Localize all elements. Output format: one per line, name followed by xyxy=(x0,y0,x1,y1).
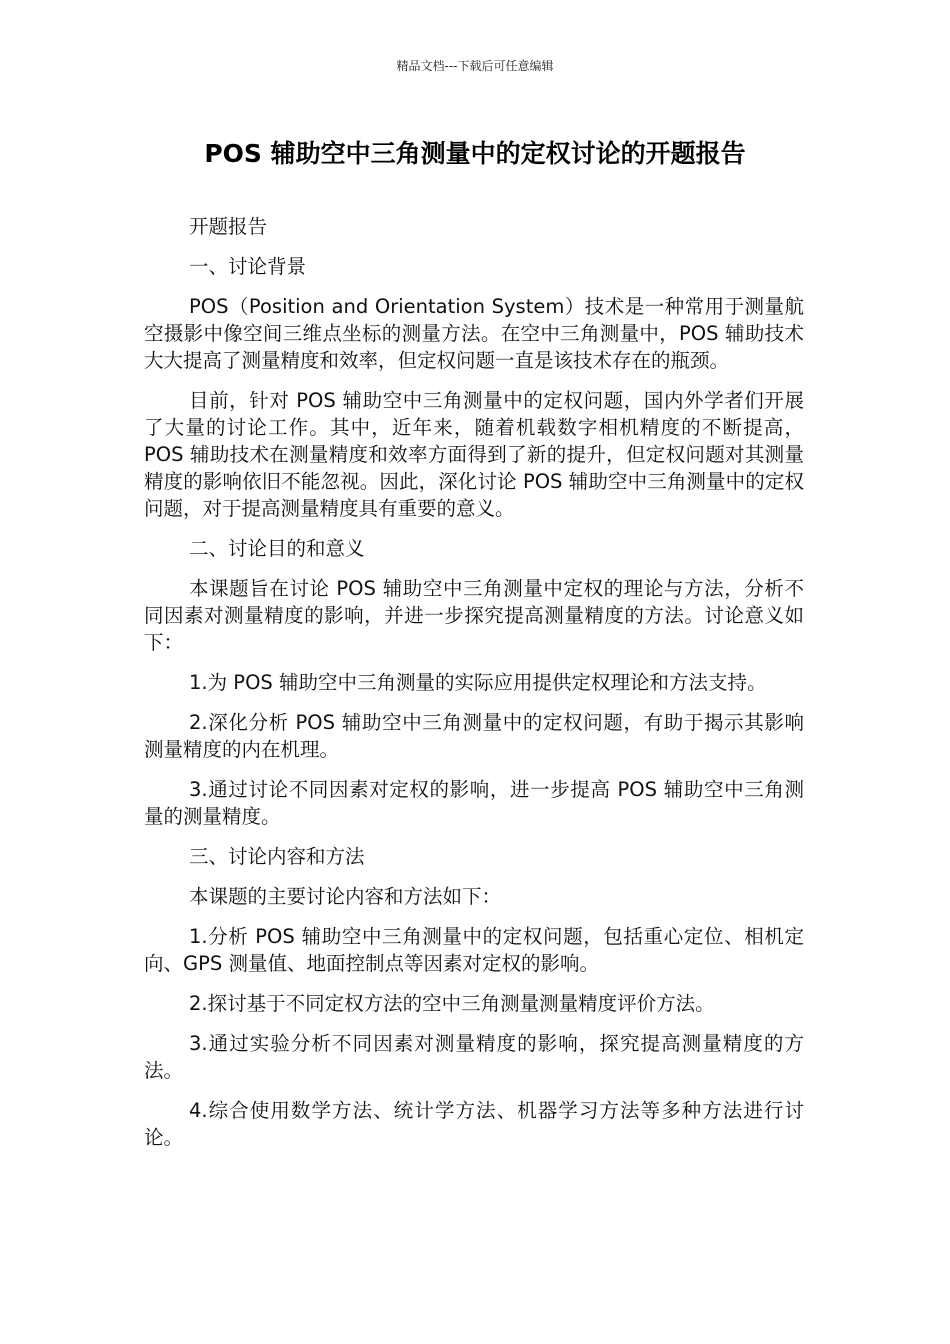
section-heading-background: 一、讨论背景 xyxy=(189,255,307,278)
list-item-content-1: 1.分析 POS 辅助空中三角测量中的定权问题，包括重心定位、相机定向、GPS 测量值、地面控制点等因素对定权的影响。 xyxy=(144,925,804,975)
heading-report: 开题报告 xyxy=(189,215,268,238)
list-item-purpose-3: 3.通过讨论不同因素对定权的影响，进一步提高 POS 辅助空中三角测量的测量精度。 xyxy=(144,778,804,828)
document-title: POS 辅助空中三角测量中的定权讨论的开题报告 xyxy=(204,139,746,168)
list-item-content-3: 3.通过实验分析不同因素对测量精度的影响，探究提高测量精度的方法。 xyxy=(144,1032,804,1082)
page-header-watermark: 精品文档---下载后可任意编辑 xyxy=(396,59,554,73)
paragraph-background-2: 目前，针对 POS 辅助空中三角测量中的定权问题，国内外学者们开展了大量的讨论工作。其中，近年来，随着机载数字相机精度的不断提高，POS 辅助技术在测量精度和效率方面得到了新的提升，但定权问题对其测量精度的影响依旧不能忽视。因此，深化讨论 POS 辅助空中三角测量中的定权问题，对于提高测量精度具有重要的意义。 xyxy=(144,389,804,520)
paragraph-background-1: POS（Position and Orientation System）技术是一种常用于测量航空摄影中像空间三维点坐标的测量方法。在空中三角测量中，POS 辅助技术大大提高了测量精度和效率，但定权问题一直是该技术存在的瓶颈。 xyxy=(144,295,804,372)
section-heading-purpose: 二、讨论目的和意义 xyxy=(189,537,365,560)
paragraph-content-intro: 本课题的主要讨论内容和方法如下： xyxy=(189,885,502,908)
list-item-content-2: 2.探讨基于不同定权方法的空中三角测量测量精度评价方法。 xyxy=(189,992,715,1015)
list-item-purpose-2: 2.深化分析 POS 辅助空中三角测量中的定权问题，有助于揭示其影响测量精度的内在机理。 xyxy=(144,711,804,761)
list-item-content-4: 4.综合使用数学方法、统计学方法、机器学习方法等多种方法进行讨论。 xyxy=(144,1099,804,1149)
document-body xyxy=(144,213,804,1164)
section-heading-content-methods: 三、讨论内容和方法 xyxy=(189,845,365,868)
paragraph-purpose: 本课题旨在讨论 POS 辅助空中三角测量中定权的理论与方法，分析不同因素对测量精度的影响，并进一步探究提高测量精度的方法。讨论意义如下： xyxy=(144,577,804,654)
list-item-purpose-1: 1.为 POS 辅助空中三角测量的实际应用提供定权理论和方法支持。 xyxy=(189,671,767,694)
